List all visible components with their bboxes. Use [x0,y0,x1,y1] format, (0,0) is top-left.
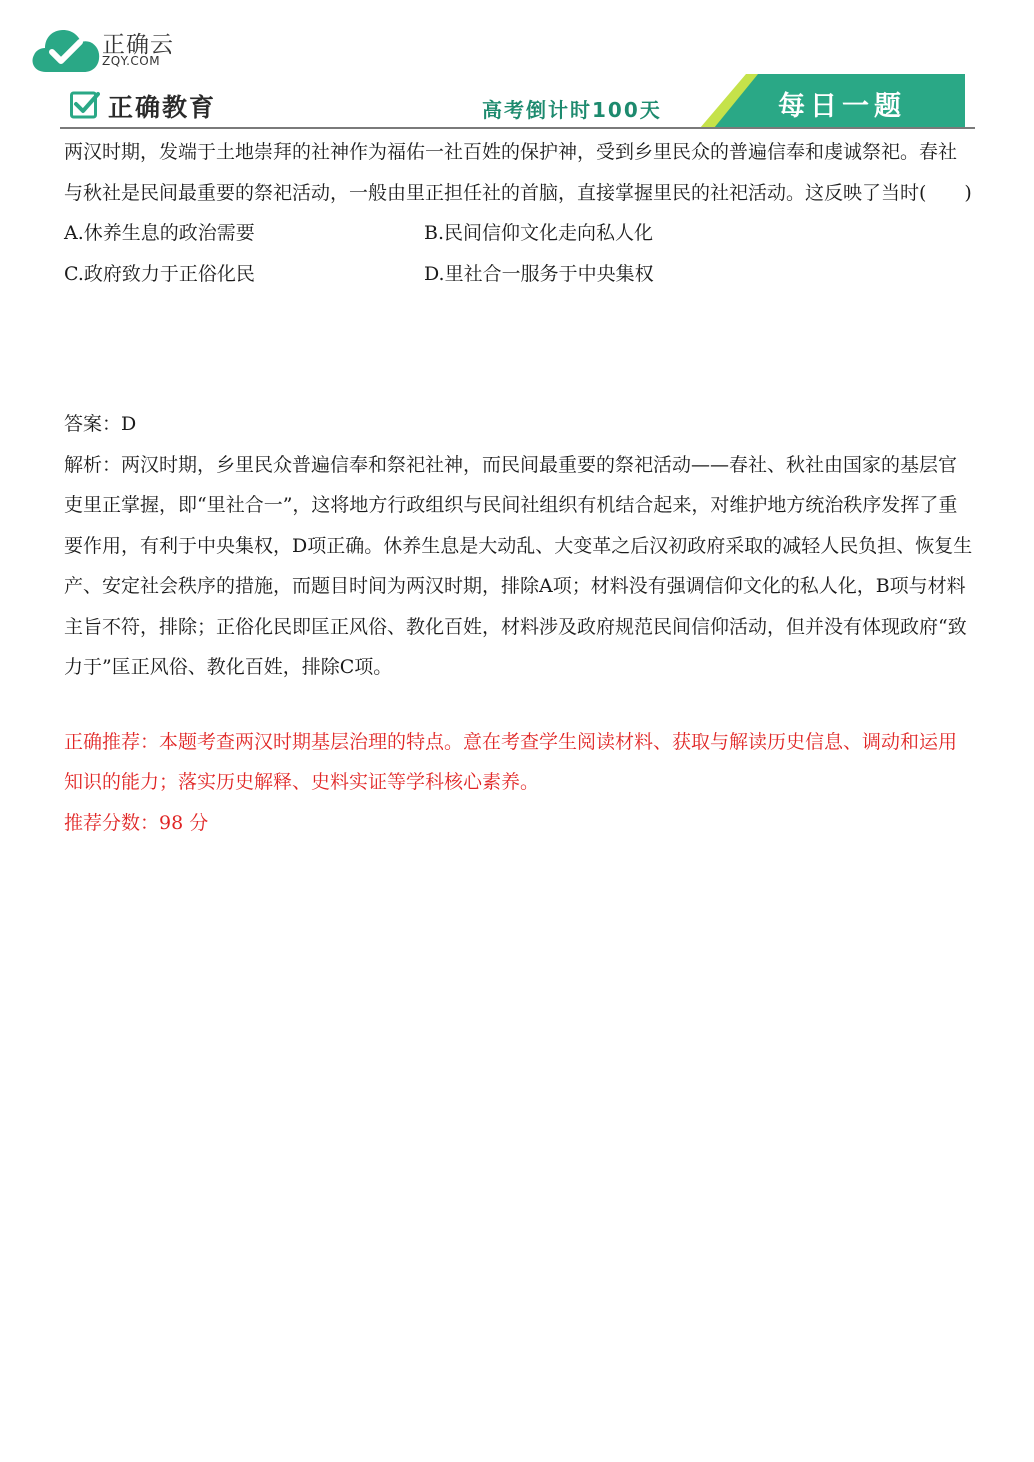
recommendation-section [64,722,974,844]
brand-url: ZQY.COM [102,54,161,68]
edu-brand-name: 正确教育 [108,93,217,122]
answer-section [64,404,974,688]
brand-name: 正确云 [102,32,174,58]
daily-question-label: 每日一题 [778,91,906,122]
countdown-title: 高考倒计时100天 [482,98,662,122]
option-c: C.政府致力于正俗化民 [64,262,255,285]
main-content [64,132,974,843]
answer-label: 答案：D [64,413,137,435]
question-stem: 两汉时期，发端于土地崇拜的社神作为福佑一社百姓的保护神，受到乡里民众的普遍信奉和虔诚祭祀。春社与秋社是民间最重要的祭祀活动，一般由里正担任社的首脑，直接掌握里民的社祀活动。这反映了当时( ) [64,141,972,204]
checkbox-icon [70,90,100,120]
header-divider [60,127,975,129]
option-d: D.里社合一服务于中央集权 [424,262,654,285]
header-banner [60,74,975,130]
analysis-text: 解析：两汉时期，乡里民众普遍信奉和祭祀社神，而民间最重要的祭祀活动——春社、秋社由国家的基层官吏里正掌握，即“里社合一”，这将地方行政组织与民间社组织有机结合起来，对维护地方统治秩序发挥了重要作用，有利于中央集权，D项正确。休养生息是大动乱、大变革之后汉初政府采取的减轻人民负担、恢复生产、安定社会秩序的措施，而题目时间为两汉时期，排除A项；材料没有强调信仰文化的私人化，B项与材料主旨不符，排除；正俗化民即匡正风俗、教化百姓，材料涉及政府规范民间信仰活动，但并没有体现政府“致力于”匡正风俗、教化百姓，排除C项。 [64,453,973,678]
option-a: A.休养生息的政治需要 [64,222,255,244]
recommendation-text: 正确推荐：本题考查两汉时期基层治理的特点。意在考查学生阅读材料、获取与解读历史信息、调动和运用知识的能力；落实历史解释、史料实证等学科核心素养。 [64,730,958,793]
option-list [64,213,974,294]
option-b: B.民间信仰文化走向私人化 [424,222,654,244]
brand-logo [30,22,190,76]
cloud-check-icon [30,22,102,74]
recommendation-score: 推荐分数：98 分 [64,811,209,834]
